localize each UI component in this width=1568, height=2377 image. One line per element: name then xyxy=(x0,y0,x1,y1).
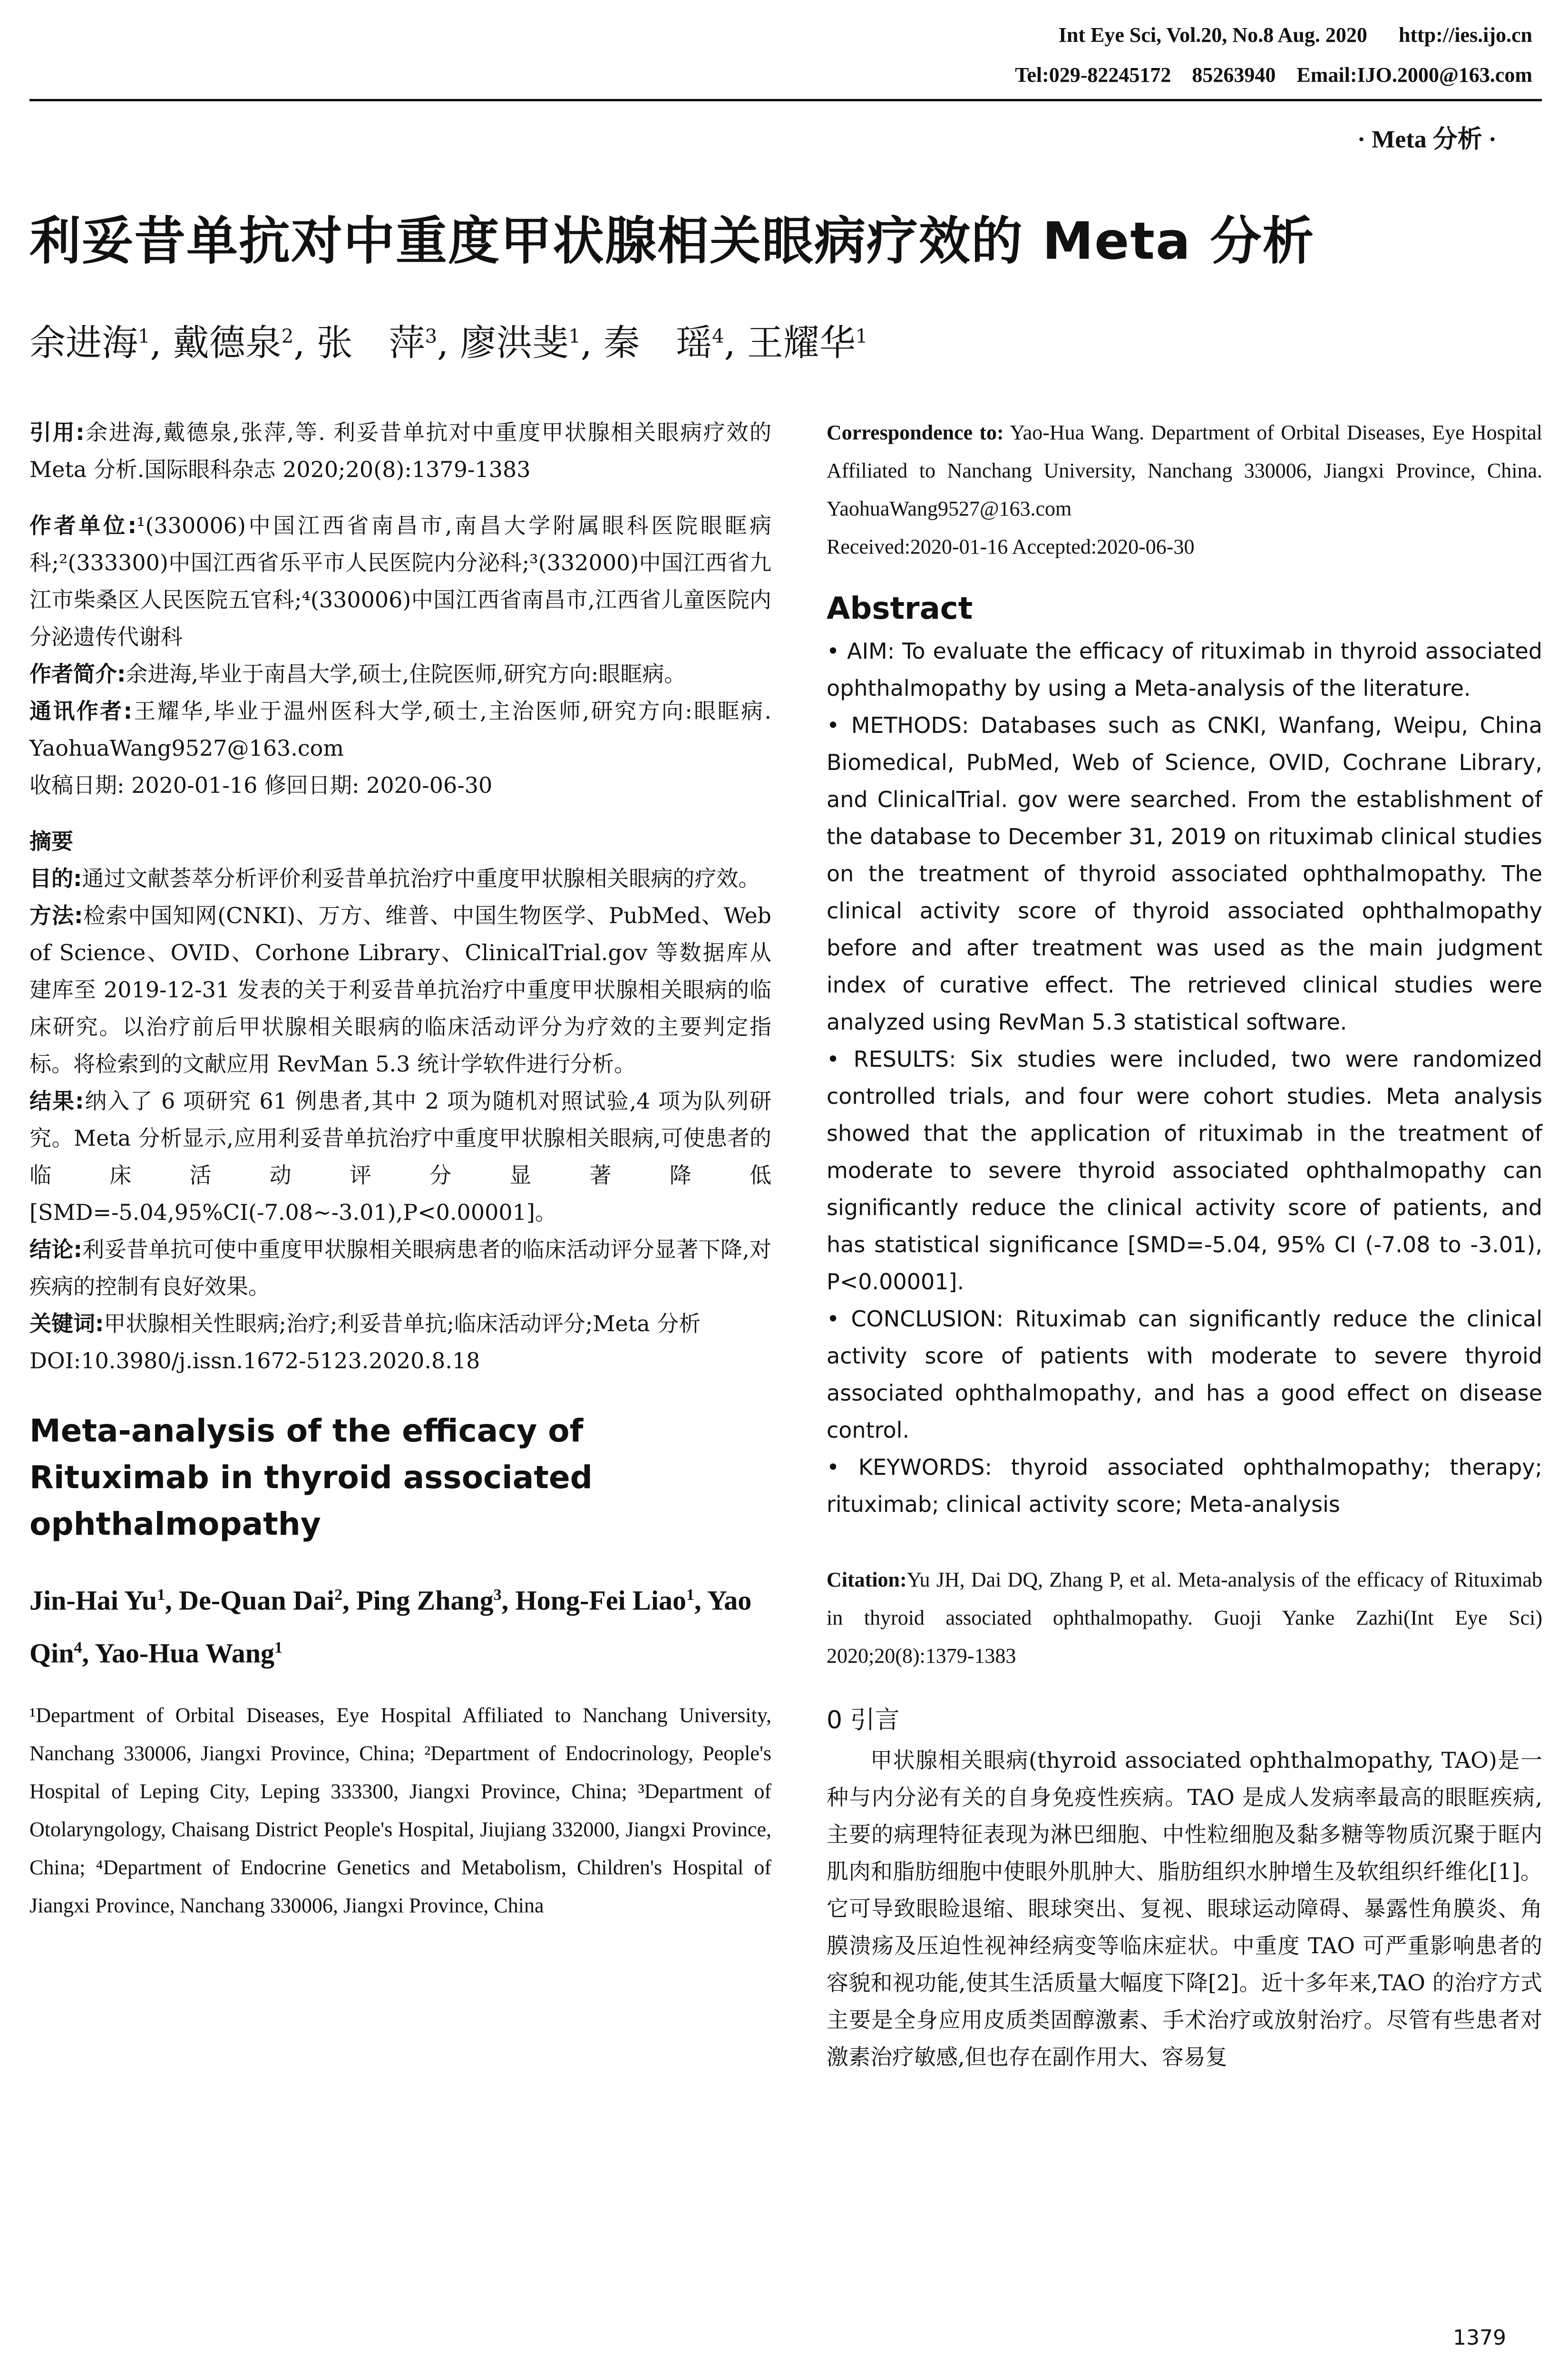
author: 王耀华 xyxy=(747,321,856,364)
abstract-en-results: • RESULTS: Six studies were included, two were randomized controlled trials, and four were cohort studies. Meta analysis showed that the application of rituximab in the treatment of moderate to severe thyroid associated ophthalmopathy can significantly reduce the clinical activity score of patients, and has statistical significance [SMD=-5.04, 95% CI (-7.08 to -3.01), P<0.00001]. xyxy=(827,1046,1542,1295)
abstract-cn-conclusion xyxy=(29,1231,771,1305)
header-rule xyxy=(29,99,1542,101)
english-author-affiliation-mark: 4 xyxy=(74,1639,82,1657)
right-column xyxy=(827,414,1542,2075)
dates-en: Received:2020-01-16 Accepted:2020-06-30 xyxy=(827,535,1195,558)
corresponding-author-cn xyxy=(29,692,771,767)
english-author-affiliation-mark: 1 xyxy=(157,1586,166,1604)
author-bio-cn-label: 作者简介: xyxy=(29,661,126,687)
article-title: 利妥昔单抗对中重度甲状腺相关眼病疗效的 Meta 分析 xyxy=(29,212,1315,271)
author-affiliation-mark: 2 xyxy=(281,325,294,348)
doi: DOI:10.3980/j.issn.1672-5123.2020.8.18 xyxy=(29,1348,480,1374)
citation-cn-text: 余进海,戴德泉,张萍,等. 利妥昔单抗对中重度甲状腺相关眼病疗效的 Meta 分析.国际眼科杂志 2020;20(8):1379-1383 xyxy=(29,419,771,482)
abstract-en-methods: • METHODS: Databases such as CNKI, Wanfang, Weipu, China Biomedical, PubMed, Web of Science, OVID, Cochrane Library, and ClinicalTrial. gov were searched. From the establishment of the database to December 31, 2019 on rituximab clinical studies on the treatment of thyroid associated ophthalmopathy. The clinical activity score of thyroid associated ophthalmopathy before and after treatment was used as the main judgment index of curative effect. The retrieved clinical studies were analyzed using RevMan 5.3 statistical software. xyxy=(827,712,1542,1035)
author-affiliation-mark: 1 xyxy=(568,325,581,348)
conclusion-cn-text: 利妥昔单抗可使中重度甲状腺相关眼病患者的临床活动评分显著下降,对疾病的控制有良好效果。 xyxy=(29,1237,772,1299)
journal-header-line2: Tel:029-82245172 85263940 Email:IJO.2000@163.com xyxy=(1015,63,1532,87)
correspondence-en xyxy=(827,414,1542,528)
conclusion-cn-label: 结论: xyxy=(29,1237,82,1262)
methods-cn-label: 方法: xyxy=(29,903,83,928)
abstract-en-heading: Abstract xyxy=(827,591,973,626)
abstract-en-conclusion: • CONCLUSION: Rituximab can significantly reduce the clinical activity score of patients with moderate to severe thyroid associated ophthalmopathy, and has a good effect on disease control. xyxy=(827,1306,1542,1443)
dates-cn: 收稿日期: 2020-01-16 修回日期: 2020-06-30 xyxy=(29,772,493,798)
author-affiliation-mark: 1 xyxy=(855,325,868,348)
author-affiliation-mark: 1 xyxy=(138,325,150,348)
citation-en-label: Citation: xyxy=(827,1568,907,1591)
author: 张 萍 xyxy=(316,321,425,364)
journal-header-line1: Int Eye Sci, Vol.20, No.8 Aug. 2020 http://ies.ijo.cn xyxy=(1058,23,1532,47)
english-author: Yao Qin xyxy=(29,1585,752,1669)
author: 余进海 xyxy=(29,321,138,364)
abstract-cn-aim xyxy=(29,860,771,897)
keywords-cn xyxy=(29,1305,771,1342)
methods-cn-text: 检索中国知网(CNKI)、万方、维普、中国生物医学、PubMed、Web of Science、OVID、Corhone Library、ClinicalTrial.gov 等数据库从建库至 2019-12-31 发表的关于利妥昔单抗治疗中重度甲状腺相关眼病的临床研究。以治疗前后甲状腺相关眼病的临床活动评分为疗效的主要判定指标。将检索到的文献应用 RevMan 5.3 统计学软件进行分析。 xyxy=(29,903,771,1077)
english-title: Meta-analysis of the efficacy of Rituximab in thyroid associated ophthalmopathy xyxy=(29,1413,593,1542)
author-bio-cn-text: 余进海,毕业于南昌大学,硕士,住院医师,研究方向:眼眶病。 xyxy=(126,661,686,687)
citation-en xyxy=(827,1561,1542,1675)
keywords-cn-label: 关键词: xyxy=(29,1311,104,1336)
article-category: · Meta 分析 · xyxy=(1357,126,1497,153)
english-author: De-Quan Dai xyxy=(179,1585,335,1616)
aim-cn-text: 通过文献荟萃分析评价利妥昔单抗治疗中重度甲状腺相关眼病的疗效。 xyxy=(82,866,760,891)
author-list: 余进海$^1$, 戴德泉$^2$, 张 萍$^3$, 廖洪斐$^1$, 秦 瑶$^4$, 王耀华$^1$ xyxy=(29,321,868,364)
abstract-en-keywords: • KEYWORDS: thyroid associated ophthalmopathy; therapy; rituximab; clinical activity score; Meta-analysis xyxy=(827,1454,1542,1517)
english-author-affiliation-mark: 2 xyxy=(334,1586,343,1604)
english-author: Hong-Fei Liao xyxy=(515,1585,686,1616)
author: 秦 瑶 xyxy=(604,321,712,364)
results-cn-label: 结果: xyxy=(29,1088,84,1114)
english-author: Ping Zhang xyxy=(356,1585,494,1616)
aim-cn-label: 目的: xyxy=(29,866,82,891)
abstract-cn-methods xyxy=(29,897,771,1082)
keywords-cn-text: 甲状腺相关性眼病;治疗;利妥昔单抗;临床活动评分;Meta 分析 xyxy=(104,1311,701,1336)
abstract-cn-heading: 摘要 xyxy=(29,828,73,854)
results-cn-text: 纳入了 6 项研究 61 例患者,其中 2 项为随机对照试验,4 项为队列研究。Meta 分析显示,应用利妥昔单抗治疗中重度甲状腺相关眼病,可使患者的临床活动评分显著降低[SMD=-5.04,95%CI(-7.08~-3.01),P<0.00001]。 xyxy=(29,1088,771,1225)
page-number: 1379 xyxy=(1453,2326,1506,2350)
abstract-cn-results xyxy=(29,1082,771,1231)
introduction-text: 甲状腺相关眼病(thyroid associated ophthalmopathy, TAO)是一种与内分泌有关的自身免疫性疾病。TAO 是成人发病率最高的眼眶疾病,主要的病理特征表现为淋巴细胞、中性粒细胞及黏多糖等物质沉聚于眶内肌肉和脂肪细胞中使眼外肌肿大、脂肪组织水肿增生及软组织纤维化[1]。它可导致眼睑退缩、眼球突出、复视、眼球运动障碍、暴露性角膜炎、角膜溃疡及压迫性视神经病变等临床症状。中重度 TAO 可严重影响患者的容貌和视功能,使其生活质量大幅度下降[2]。近十多年来,TAO 的治疗方式主要是全身应用皮质类固醇激素、手术治疗或放射治疗。尽管有些患者对激素治疗敏感,但也存在副作用大、容易复 xyxy=(827,1747,1542,2070)
abstract-en-aim: • AIM: To evaluate the efficacy of rituximab in thyroid associated ophthalmopathy by using a Meta-analysis of the literature. xyxy=(827,638,1542,701)
english-author-list: Jin-Hai Yu$^1$, De-Quan Dai$^2$, Ping Zhang$^3$, Hong-Fei Liao$^1$, Yao Qin$^4$, Yao-Hua Wang$^1$ xyxy=(29,1585,752,1669)
author: 廖洪斐 xyxy=(460,321,569,364)
affiliation-cn-text: ¹(330006)中国江西省南昌市,南昌大学附属眼科医院眼眶病科;²(333300)中国江西省乐平市人民医院内分泌科;³(332000)中国江西省九江市柴桑区人民医院五官科;⁴(330006)中国江西省南昌市,江西省儿童医院内分泌遗传代谢科 xyxy=(29,513,771,650)
english-author: Jin-Hai Yu xyxy=(29,1585,157,1616)
english-author-affiliation-mark: 3 xyxy=(493,1586,502,1604)
affiliation-cn xyxy=(29,507,771,655)
citation-en-text: Yu JH, Dai DQ, Zhang P, et al. Meta-analysis of the efficacy of Rituximab in thyroid associated ophthalmopathy. Guoji Yanke Zazhi(Int Eye Sci) 2020;20(8):1379-1383 xyxy=(827,1568,1542,1667)
correspondence-en-text: Yao-Hua Wang. Department of Orbital Diseases, Eye Hospital Affiliated to Nanchang University, Nanchang 330006, Jiangxi Province, China. YaohuaWang9527@163.com xyxy=(827,421,1542,520)
corresponding-author-cn-text: 王耀华,毕业于温州医科大学,硕士,主治医师,研究方向:眼眶病. YaohuaWang9527@163.com xyxy=(29,698,771,761)
left-column xyxy=(29,414,771,1925)
author-affiliation-mark: 3 xyxy=(425,325,438,348)
corresponding-author-cn-label: 通讯作者: xyxy=(29,698,132,724)
author-affiliation-mark: 4 xyxy=(712,325,724,348)
english-author-affiliation-mark: 1 xyxy=(686,1586,694,1604)
english-affiliations: ¹Department of Orbital Diseases, Eye Hospital Affiliated to Nanchang University, Nanchang 330006, Jiangxi Province, China; ²Department of Endocrinology, People's Hospital of Leping City, Leping 333300, Jiangxi Province, China; ³Department of Otolaryngology, Chaisang District People's Hospital, Jiujiang 332000, Jiangxi Province, China; ⁴Department of Endocrine Genetics and Metabolism, Children's Hospital of Jiangxi Province, Nanchang 330006, Jiangxi Province, China xyxy=(29,1703,771,1917)
english-author: Yao-Hua Wang xyxy=(95,1637,275,1669)
citation-cn xyxy=(29,414,771,488)
affiliation-cn-label: 作者单位: xyxy=(29,513,137,538)
introduction-heading: 0 引言 xyxy=(827,1706,900,1734)
citation-cn-label: 引用: xyxy=(29,419,85,445)
author: 戴德泉 xyxy=(173,321,282,364)
english-author-affiliation-mark: 1 xyxy=(274,1639,283,1657)
author-bio-cn xyxy=(29,655,771,692)
correspondence-en-label: Correspondence to: xyxy=(827,421,1004,444)
